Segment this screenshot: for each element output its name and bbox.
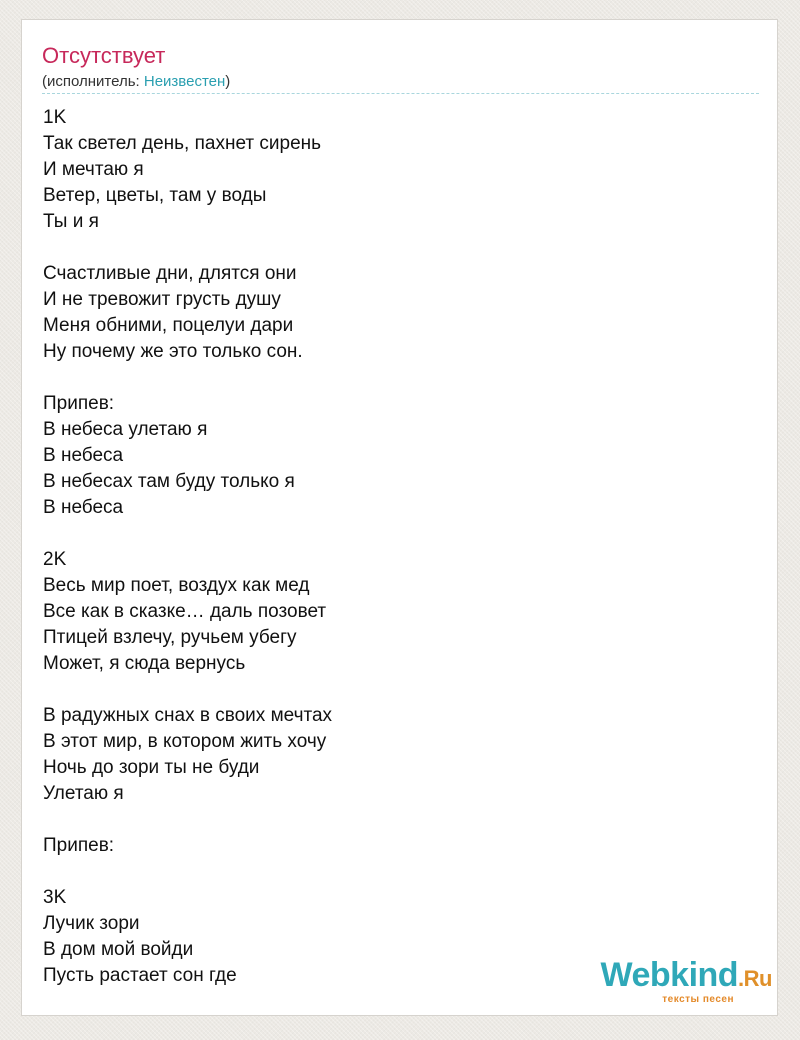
performer-suffix: ) [225,73,231,90]
blank-line [43,521,743,547]
lyric-line: Счастливые дни, длятся они [43,263,297,284]
lyric-line: Птицей взлечу, ручьем убегу [43,627,297,648]
lyric-line: В небеса улетаю я [43,419,208,440]
lyric-line: 1K [43,107,67,128]
lyric-line: Пусть растает сон где [43,965,237,986]
lyric-line: Ночь до зори ты не буди [43,757,260,778]
lyric-line: В этот мир, в котором жить хочу [43,731,327,752]
lyric-line: И мечтаю я [43,159,144,180]
lyric-line: Весь мир поет, воздух как мед [43,575,310,596]
lyrics-card [21,19,778,1016]
blank-line [43,365,743,391]
dashed-divider [42,93,759,94]
blank-line [43,859,743,885]
logo-brand: Webkind [600,956,739,994]
performer-line [42,73,230,91]
blank-line [43,807,743,833]
lyric-line: Может, я сюда вернусь [43,653,246,674]
webkind-logo [572,956,772,998]
lyric-line: В дом мой войди [43,939,194,960]
blank-line [43,677,743,703]
webkind-watermark[interactable] [572,956,772,1006]
lyric-line: И не тревожит грусть душу [43,289,281,310]
lyric-line: В небеса [43,445,124,466]
logo-tld: .Ru [738,966,772,991]
lyric-line: Лучик зори [43,913,140,934]
lyric-line: Ты и я [43,211,99,232]
lyric-line: В радужных снах в своих мечтах [43,705,333,726]
lyric-line: Припев: [43,393,115,414]
lyric-line: Ветер, цветы, там у воды [43,185,267,206]
lyric-line: В небесах там буду только я [43,471,295,492]
lyric-line: В небеса [43,497,124,518]
lyric-line: Ну почему же это только сон. [43,341,303,362]
blank-line [43,235,743,261]
lyric-line: Так светел день, пахнет сирень [43,133,322,154]
artist-link[interactable]: Неизвестен [143,73,226,90]
lyric-line: Припев: [43,835,115,856]
lyric-line: Улетаю я [43,783,124,804]
performer-prefix: (исполнитель: [42,73,144,90]
lyric-line: 3K [43,887,67,908]
lyric-line: Меня обними, поцелуи дари [43,315,294,336]
logo-tagline: тексты песен [662,994,734,1005]
lyric-line: 2K [43,549,67,570]
lyrics-text [43,105,743,989]
lyric-line: Все как в сказке… даль позовет [43,601,327,622]
song-title: Отсутствует [42,43,166,68]
